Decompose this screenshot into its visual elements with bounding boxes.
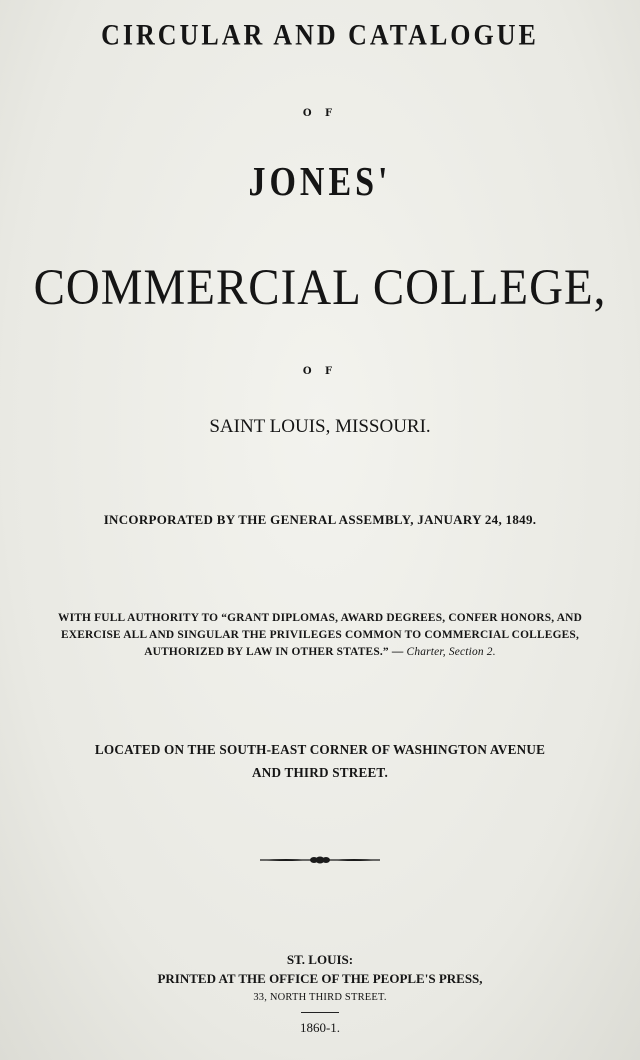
location-statement	[0, 738, 640, 784]
incorporation-statement: INCORPORATED BY THE GENERAL ASSEMBLY, JANUARY 24, 1849.	[103, 512, 537, 527]
located-line-1: LOCATED ON THE SOUTH-EAST CORNER OF WASHINGTON AVENUE	[94, 742, 546, 757]
authority-line-3	[0, 644, 640, 661]
college-location: SAINT LOUIS, MISSOURI.	[209, 416, 431, 437]
ornamental-rule-icon	[258, 852, 382, 868]
authority-line-2: EXERCISE ALL AND SINGULAR THE PRIVILEGES COMMON TO COMMERCIAL COLLEGES,	[60, 629, 580, 641]
imprint-divider	[301, 1012, 339, 1013]
imprint-year: 1860-1.	[299, 1020, 341, 1035]
page-title: CIRCULAR AND CATALOGUE	[101, 18, 539, 52]
imprint-printer: PRINTED AT THE OFFICE OF THE PEOPLE'S PRESS,	[157, 971, 483, 986]
located-line-2: AND THIRD STREET.	[252, 765, 388, 780]
founder-name: JONES'	[248, 160, 392, 205]
imprint-city: ST. LOUIS:	[286, 952, 354, 967]
of-connector-1: O F	[302, 108, 338, 119]
authority-line-1: WITH FULL AUTHORITY TO “GRANT DIPLOMAS, AWARD DEGREES, CONFER HONORS, AND	[58, 612, 582, 624]
college-name: COMMERCIAL COLLEGE,	[33, 259, 607, 316]
authority-line-3-text: AUTHORIZED BY LAW IN OTHER STATES.” —	[144, 646, 404, 658]
of-connector-2: O F	[302, 366, 338, 377]
imprint-address: 33, NORTH THIRD STREET.	[253, 992, 387, 1003]
charter-citation: Charter, Section 2.	[406, 646, 496, 658]
imprint	[0, 950, 640, 1037]
authority-statement	[0, 610, 640, 661]
